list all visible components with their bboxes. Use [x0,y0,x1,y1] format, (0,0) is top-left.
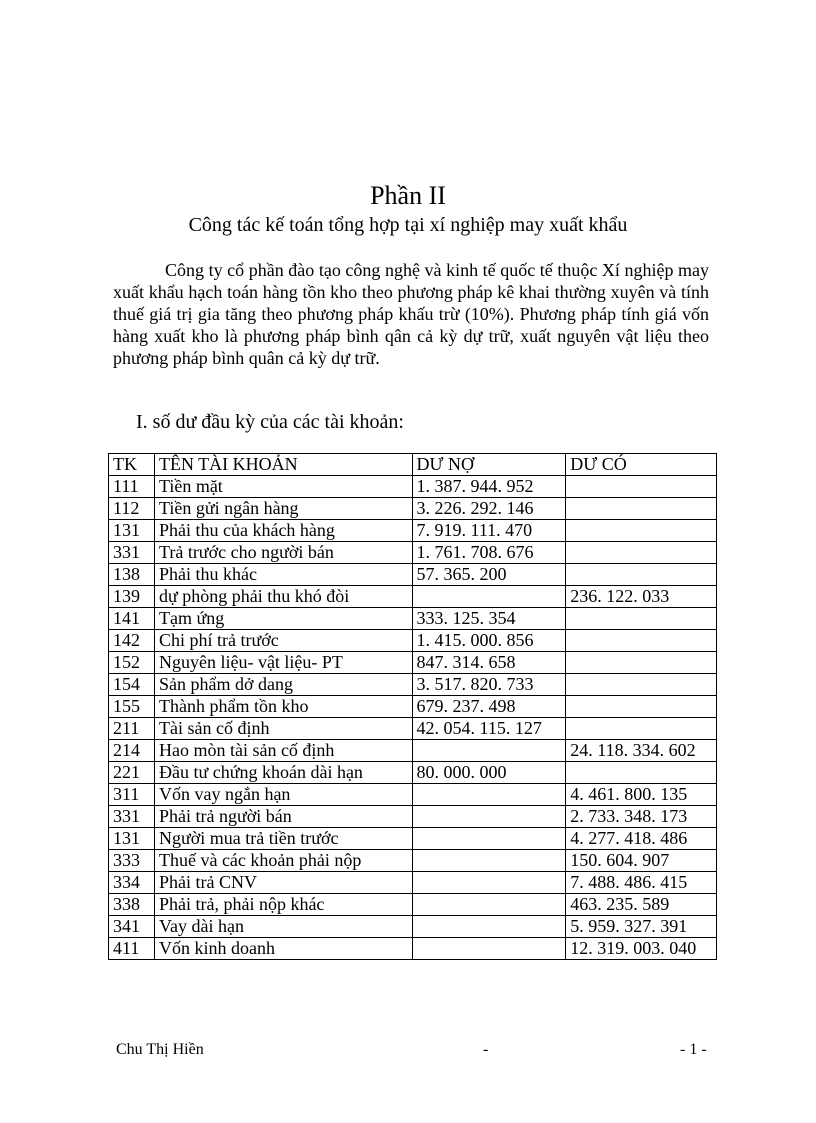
credit-balance: 150. 604. 907 [566,850,717,872]
account-name: Tiền gửi ngân hàng [154,498,412,520]
table-row [109,696,717,718]
table-row [109,520,717,542]
account-code: 142 [109,630,155,652]
header-account-name: TÊN TÀI KHOẢN [154,454,412,476]
account-name: Sản phẩm dở dang [154,674,412,696]
credit-balance [566,542,717,564]
debit-balance: 7. 919. 111. 470 [412,520,566,542]
account-name: Thuế và các khoản phải nộp [154,850,412,872]
account-name: Phải trả CNV [154,872,412,894]
debit-balance: 57. 365. 200 [412,564,566,586]
account-name: Đầu tư chứng khoán dài hạn [154,762,412,784]
credit-balance: 12. 319. 003. 040 [566,938,717,960]
table-row [109,564,717,586]
intro-text: Công ty cổ phần đào tạo công nghệ và kinh tế quốc tế thuộc Xí nghiệp may xuất khẩu hạch toán hàng tồn kho theo phương pháp kê khai thường xuyên và tính thuế giá trị gia tăng theo phương pháp khấu trừ (10%). Phương pháp tính giá vốn hàng xuất kho là phương pháp bình qân cả kỳ dự trữ, xuất nguyên vật liệu theo phương pháp bình quân cả kỳ dự trữ. [113,260,709,368]
credit-balance [566,630,717,652]
account-name: Tạm ứng [154,608,412,630]
account-code: 341 [109,916,155,938]
debit-balance: 1. 761. 708. 676 [412,542,566,564]
table-row [109,542,717,564]
intro-paragraph [113,259,709,369]
opening-balance-table [108,453,717,960]
account-name: Tài sản cố định [154,718,412,740]
footer-author: Chu Thị Hiền [116,1041,204,1058]
account-name: Phải trả người bán [154,806,412,828]
debit-balance: 3. 226. 292. 146 [412,498,566,520]
table-row [109,894,717,916]
footer-separator: - [483,1041,489,1058]
account-code: 221 [109,762,155,784]
table-row [109,608,717,630]
account-code: 139 [109,586,155,608]
credit-balance [566,608,717,630]
account-code: 214 [109,740,155,762]
account-name: Phải trả, phải nộp khác [154,894,412,916]
debit-balance: 80. 000. 000 [412,762,566,784]
table-row [109,630,717,652]
credit-balance: 4. 461. 800. 135 [566,784,717,806]
credit-balance: 24. 118. 334. 602 [566,740,717,762]
credit-balance: 4. 277. 418. 486 [566,828,717,850]
credit-balance: 2. 733. 348. 173 [566,806,717,828]
table-row [109,872,717,894]
table-row [109,806,717,828]
table-row [109,586,717,608]
account-name: Phải thu của khách hàng [154,520,412,542]
table-row [109,674,717,696]
account-code: 331 [109,542,155,564]
account-code: 155 [109,696,155,718]
table-row [109,828,717,850]
account-name: Hao mòn tài sản cố định [154,740,412,762]
debit-balance [412,828,566,850]
account-code: 211 [109,718,155,740]
account-code: 334 [109,872,155,894]
account-code: 131 [109,520,155,542]
account-code: 131 [109,828,155,850]
credit-balance: 7. 488. 486. 415 [566,872,717,894]
debit-balance: 1. 387. 944. 952 [412,476,566,498]
credit-balance [566,564,717,586]
account-code: 411 [109,938,155,960]
table-row [109,850,717,872]
table-row [109,938,717,960]
account-code: 141 [109,608,155,630]
account-name: Người mua trả tiền trước [154,828,412,850]
account-name: Chi phí trả trước [154,630,412,652]
credit-balance: 463. 235. 589 [566,894,717,916]
credit-balance [566,762,717,784]
debit-balance: 333. 125. 354 [412,608,566,630]
header-account-code: TK [109,454,155,476]
account-name: Trả trước cho người bán [154,542,412,564]
header-credit: DƯ CÓ [566,454,717,476]
account-code: 331 [109,806,155,828]
debit-balance [412,916,566,938]
account-code: 111 [109,476,155,498]
table-row [109,652,717,674]
footer-page-number: - 1 - [680,1041,707,1058]
account-code: 152 [109,652,155,674]
account-code: 112 [109,498,155,520]
account-code: 338 [109,894,155,916]
header-debit: DƯ NỢ [412,454,566,476]
credit-balance [566,674,717,696]
account-code: 154 [109,674,155,696]
table-row [109,476,717,498]
debit-balance [412,784,566,806]
table-row [109,718,717,740]
account-name: Phải thu khác [154,564,412,586]
debit-balance [412,806,566,828]
debit-balance [412,740,566,762]
credit-balance [566,652,717,674]
credit-balance [566,498,717,520]
credit-balance [566,520,717,542]
account-name: Vay dài hạn [154,916,412,938]
account-name: Tiền mặt [154,476,412,498]
account-code: 138 [109,564,155,586]
table-row [109,916,717,938]
debit-balance: 42. 054. 115. 127 [412,718,566,740]
credit-balance: 236. 122. 033 [566,586,717,608]
account-name: Thành phẩm tồn kho [154,696,412,718]
section-title: I. số dư đầu kỳ của các tài khoản: [136,411,404,433]
debit-balance: 1. 415. 000. 856 [412,630,566,652]
table-row [109,740,717,762]
credit-balance: 5. 959. 327. 391 [566,916,717,938]
debit-balance [412,872,566,894]
account-code: 333 [109,850,155,872]
table-row [109,762,717,784]
account-name: dự phòng phải thu khó đòi [154,586,412,608]
credit-balance [566,718,717,740]
debit-balance: 847. 314. 658 [412,652,566,674]
table-row [109,784,717,806]
account-name: Vốn kinh doanh [154,938,412,960]
table-header-row [109,454,717,476]
chapter-subtitle: Công tác kế toán tổng hợp tại xí nghiệp may xuất khẩu [188,214,628,236]
account-name: Nguyên liệu- vật liệu- PT [154,652,412,674]
account-name: Vốn vay ngắn hạn [154,784,412,806]
credit-balance [566,696,717,718]
debit-balance [412,894,566,916]
credit-balance [566,476,717,498]
account-code: 311 [109,784,155,806]
debit-balance [412,586,566,608]
debit-balance [412,850,566,872]
table-row [109,498,717,520]
debit-balance: 679. 237. 498 [412,696,566,718]
debit-balance [412,938,566,960]
part-title: Phần II [370,181,446,210]
debit-balance: 3. 517. 820. 733 [412,674,566,696]
